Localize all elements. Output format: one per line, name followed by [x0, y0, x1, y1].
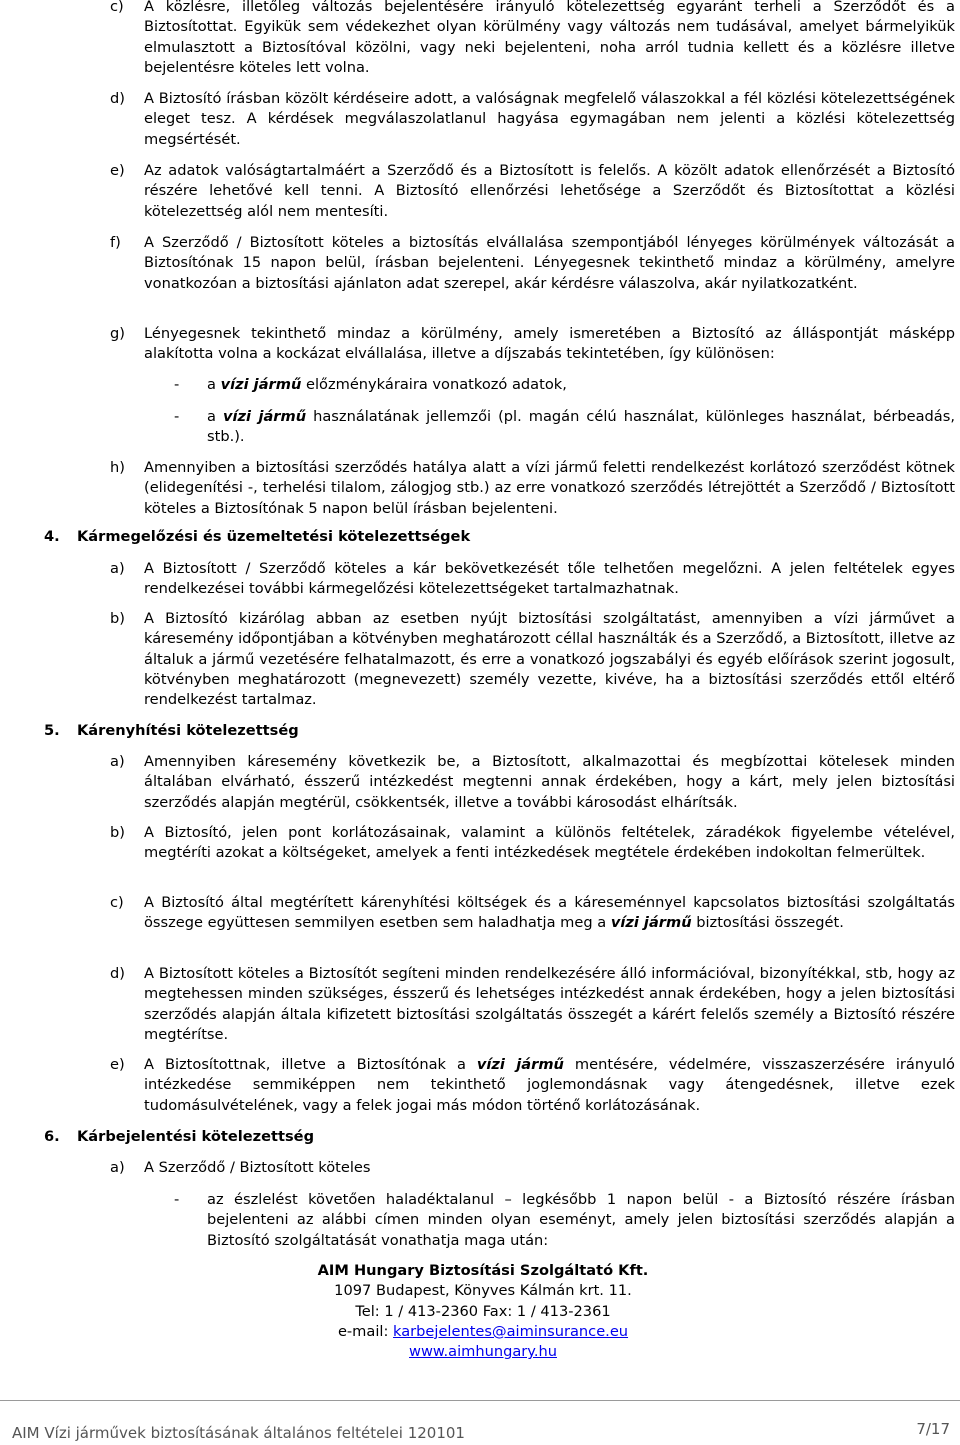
clause-label: e) — [110, 1056, 125, 1073]
clause-text: Az adatok valóságtartalmáért a Szerződő és a Biztosított is felelős. A közölt adatok ellenőrzését a Biztosító részére lehetővé kell tenni. A Biztosító ellenőrzési lehetősége a Szerződőt és Biztosítottat a közlési kötelezettség alól nem mentesíti. — [144, 162, 955, 220]
clause-text: A Biztosító írásban közölt kérdéseire adott, a valóságnak megfelelő válaszokkal a fél közlési kötelezettségének eleget tesz. A kérdések megválaszolatlanul hagyása egymagában nem jelenti a közlési kötelezettség megsértését. — [144, 90, 955, 148]
clause-label: h) — [110, 459, 125, 476]
clause-label: b) — [110, 824, 125, 841]
clause-text: A Biztosító, jelen pont korlátozásainak, valamint a különös feltételek, záradékok figyelembe vételével, megtéríti azokat a költségeket, amelyek a fenti intézkedések megtétele érdekében indokoltan felmerültek. — [144, 824, 955, 862]
clause-label: b) — [110, 610, 125, 627]
clause-c-disclosure — [110, 0, 955, 78]
section-heading-5 — [44, 721, 299, 741]
clause-5b — [110, 823, 955, 864]
bullet-item — [174, 407, 955, 448]
clause-text: A Biztosítottnak, illetve a Biztosítónak a vízi jármű mentésére, védelmére, visszaszerzésére irányuló intézkedése semmiképpen nem tekinthető joglemondásnak vagy átengedésnek, illetve ezek tudomásulvételének, vagy a felek jogai más módon történő korlátozásának. — [144, 1056, 955, 1114]
clause-text: A Biztosított köteles a Biztosítót segíteni minden rendelkezésére álló információval, bizonyítékkal, stb, hogy az megtehessen minden szükséges, ésszerű és lehetséges intézkedést annak érdekében, hogy a jelen biztosítási szerződés alapján általa kifizetett biztosítási szolgáltatás összegét a kárért felelős személy a Biztosító részére megtérítse. — [144, 965, 955, 1043]
bullet-item — [174, 1190, 955, 1251]
section-title: Kárbejelentési kötelezettség — [77, 1128, 315, 1145]
claims-address-block — [283, 1261, 683, 1362]
clause-text: A Szerződő / Biztosított köteles a biztosítás elvállalása szempontjából lényeges körülmények változását a Biztosítónak 15 napon belül, írásban bejelenteni. Lényegesnek tekinthető mindaz a körülmény, amelyre vonatkozóan a biztosítási ajánlaton adat szerepel, akár kérdésre válaszolva, akár nyilatkozatként. — [144, 234, 955, 292]
section-heading-6 — [44, 1127, 314, 1147]
emphasis-term: vízi jármű — [610, 914, 692, 932]
clause-text: A Biztosító kizárólag abban az esetben nyújt biztosítási szolgáltatást, amennyiben a vízi járművet a káresemény időpontjában a kötvényben meghatározott céllal használták és a Szerződő, a Biztosított, illetve az általuk a jármű vezetésére felhatalmazott, és erre a vonatkozó jogszabályi és egyéb előírások szerint jogosult, kötvényben meghatározott (megnevezett) személy vezette, kivéve, ha a biztosítási szerződés ettől eltérő rendelkezést tartalmaz. — [144, 610, 955, 709]
clause-text: Amennyiben a biztosítási szerződés hatálya alatt a vízi jármű feletti rendelkezést korlátozó szerződést kötnek (elidegenítési -, terhelési tilalom, zálogjog stb.) az erre vonatkozó szerződés létrejöttét a Szerződő / Biztosított köteles a Biztosítónak 5 napon belül írásban bejelenteni. — [144, 459, 955, 517]
clause-label: d) — [110, 90, 125, 107]
section-number: 6. — [44, 1128, 60, 1145]
section-title: Kármegelőzési és üzemeltetési kötelezettségek — [77, 528, 471, 545]
section-number: 4. — [44, 528, 60, 545]
clause-text: A közlésre, illetőleg változás bejelentésére irányuló kötelezettség egyaránt terheli a Szerződőt és a Biztosítottat. Egyikük sem védekezhet olyan körülmény vagy változás nem tudásával, amelyet bármelyikük elmulasztott a Biztosítóval közölni, vagy neki bejelenteni, noha arról tudnia kellett és a közlésre illetve bejelentésre köteles lett volna. — [144, 0, 955, 76]
company-name: AIM Hungary Biztosítási Szolgáltató Kft. — [317, 1262, 649, 1279]
bullet-item — [174, 375, 955, 395]
clause-label: g) — [110, 325, 125, 342]
clause-6a — [110, 1158, 955, 1178]
section-title: Kárenyhítési kötelezettség — [77, 722, 299, 739]
bullet-text: a vízi jármű használatának jellemzői (pl. magán célú használat, különleges használat, bérbeadás, stb.). — [207, 408, 955, 446]
street-address: 1097 Budapest, Könyves Kálmán krt. 11. — [334, 1282, 632, 1300]
website-link[interactable]: www.aimhungary.hu — [409, 1343, 557, 1361]
bullet-dash: - — [174, 376, 180, 393]
clause-label: c) — [110, 894, 124, 911]
clause-text: Lényegesnek tekinthető mindaz a körülmény, amely ismeretében a Biztosító az álláspontját másképp alakította volna a kockázat elvállalása, illetve a díjszabás tekintetében, így különösen: — [144, 325, 955, 363]
clause-g-material-circumstances — [110, 324, 955, 365]
email-line: e-mail: karbejelentes@aiminsurance.eu — [337, 1322, 629, 1340]
page-number: 7/17 — [916, 1420, 950, 1438]
clause-label: e) — [110, 162, 125, 179]
phone-fax: Tel: 1 / 413-2360 Fax: 1 / 413-2361 — [355, 1302, 611, 1320]
clause-label: d) — [110, 965, 125, 982]
footer-divider — [0, 1400, 960, 1401]
clause-label: c) — [110, 0, 124, 15]
clause-text: A Biztosított / Szerződő köteles a kár bekövetkezését tőle telhetően megelőzni. A jelen feltételek egyes rendelkezései további kármegelőzési kötelezettségeket tartalmazhatnak. — [144, 560, 955, 598]
clause-text: A Biztosító által megtérített kárenyhítési költségek és a káreseménnyel kapcsolatos biztosítási szolgáltatás összege együttesen semmilyen esetben sem haladhatja meg a vízi jármű biztosítási összegét. — [144, 894, 955, 932]
clause-text: Amennyiben káresemény következik be, a Biztosított, alkalmazottai és megbízottai kötelesek minden általában elvárható, ésszerű intézkedést megtenni annak érdekében, hogy a kárt, mely jelen biztosítási szerződés alapján megtérül, csökkentsék, illetve a további károsodást elhárítsák. — [144, 753, 955, 811]
bullet-dash: - — [174, 1191, 180, 1208]
clause-4a — [110, 559, 955, 600]
clause-f-changes — [110, 233, 955, 294]
bullet-dash: - — [174, 408, 180, 425]
footer-document-title: AIM Vízi járművek biztosításának általános feltételei 120101 — [12, 1424, 465, 1442]
bullet-text: az észlelést követően haladéktalanul – legkésőbb 1 napon belül - a Biztosító részére írásban bejelenteni az alábbi címen minden olyan eseményt, amely jelen biztosítási szerződés alapján a Biztosító szolgáltatását vonathatja maga után: — [207, 1191, 955, 1249]
clause-label: a) — [110, 560, 125, 577]
emphasis-term: vízi jármű — [476, 1056, 564, 1073]
clause-d-questions — [110, 89, 955, 150]
clause-label: f) — [110, 234, 121, 251]
email-link[interactable]: karbejelentes@aiminsurance.eu — [393, 1322, 629, 1340]
emphasis-term: vízi jármű — [220, 376, 302, 393]
clause-label: a) — [110, 753, 125, 770]
clause-text: A Szerződő / Biztosított köteles — [144, 1159, 371, 1176]
bullet-text: a vízi jármű előzménykáraira vonatkozó adatok, — [207, 376, 567, 393]
emphasis-term: vízi jármű — [222, 408, 307, 425]
clause-e-accuracy — [110, 161, 955, 222]
clause-label: a) — [110, 1159, 125, 1176]
clause-4b — [110, 609, 955, 710]
clause-5e — [110, 1055, 955, 1116]
clause-5a — [110, 752, 955, 813]
clause-h-restrictions — [110, 458, 955, 519]
clause-5d — [110, 964, 955, 1045]
section-heading-4 — [44, 527, 470, 547]
clause-5c — [110, 893, 955, 934]
section-number: 5. — [44, 722, 60, 739]
